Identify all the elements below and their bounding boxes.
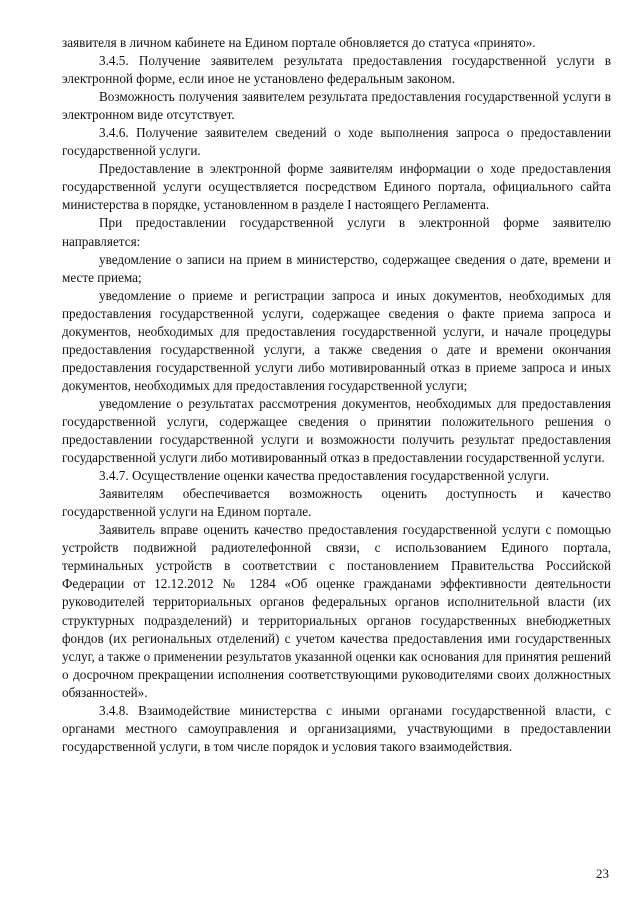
paragraph-section-3-4-8: 3.4.8. Взаимодействие министерства с иными органами государственной власти, с органами местного самоуправления и организациями, участвующими в предоставлении государственной услуги, в том числе порядок и условия такого взаимодействия.: [62, 702, 611, 754]
paragraph-section-3-4-7: 3.4.7. Осуществление оценки качества предоставления государственной услуги.: [99, 468, 550, 484]
paragraph-list-item: уведомление о приеме и регистрации запроса и иных документов, необходимых для предоставления государственной услуги, содержащее сведения о факте приема запроса и документов, необходимых для предоставления государственной услуги, и начале процедуры предоставления государственной услуги, а также сведения о дате и времени окончания предоставления государственной услуги либо мотивированный отказ в приеме запроса и иных документов, необходимых для предоставления государственной услуги;: [62, 287, 611, 393]
paragraph-list-item: уведомление о результатах рассмотрения документов, необходимых для предоставления государственной услуги, содержащее сведения о принятии положительного решения о предоставлении государственной услуги и возможности получить результат предоставления государственной услуги либо мотивированный отказ в предоставлении государственной услуги.: [62, 395, 611, 466]
paragraph: При предоставлении государственной услуги в электронной форме заявителю направляется:: [62, 215, 611, 249]
paragraph: Возможность получения заявителем результата предоставления государственной услуги в электронном виде отсутствует.: [62, 89, 611, 123]
paragraph-section-3-4-6: 3.4.6. Получение заявителем сведений о ходе выполнения запроса о предоставлении государственной услуги.: [62, 125, 611, 159]
paragraph-list-item: уведомление о записи на прием в министерство, содержащее сведения о дате, времени и месте приема;: [62, 251, 611, 285]
page-number: 23: [596, 866, 609, 881]
paragraph: Предоставление в электронной форме заявителям информации о ходе предоставления государственной услуги осуществляется посредством Единого портала, официального сайта министерства в порядке, установленном в разделе I настоящего Регламента.: [62, 161, 611, 213]
paragraph-continuation: заявителя в личном кабинете на Едином портале обновляется до статуса «принято».: [62, 35, 536, 50]
document-body: [62, 34, 611, 756]
paragraph: Заявителям обеспечивается возможность оценить доступность и качество государственной услуги на Едином портале.: [62, 486, 611, 520]
paragraph: Заявитель вправе оценить качество предоставления государственной услуги с помощью устройств подвижной радиотелефонной связи, с использованием Единого портала, терминальных устройств в соответствии с постановлением Правительства Российской Федерации от 12.12.2012 № 1284 «Об оценке гражданами эффективности деятельности руководителей территориальных органов федеральных органов исполнительной власти (их структурных подразделений) и территориальных органов государственных внебюджетных фондов (их региональных отделений) с учетом качества предоставления ими государственных услуг, а также о применении результатов указанной оценки как основания для принятия решений о досрочном прекращении исполнения соответствующими руководителями своих должностных обязанностей».: [62, 522, 611, 700]
paragraph-section-3-4-5: 3.4.5. Получение заявителем результата предоставления государственной услуги в электронной форме, если иное не установлено федеральным законом.: [62, 53, 611, 87]
